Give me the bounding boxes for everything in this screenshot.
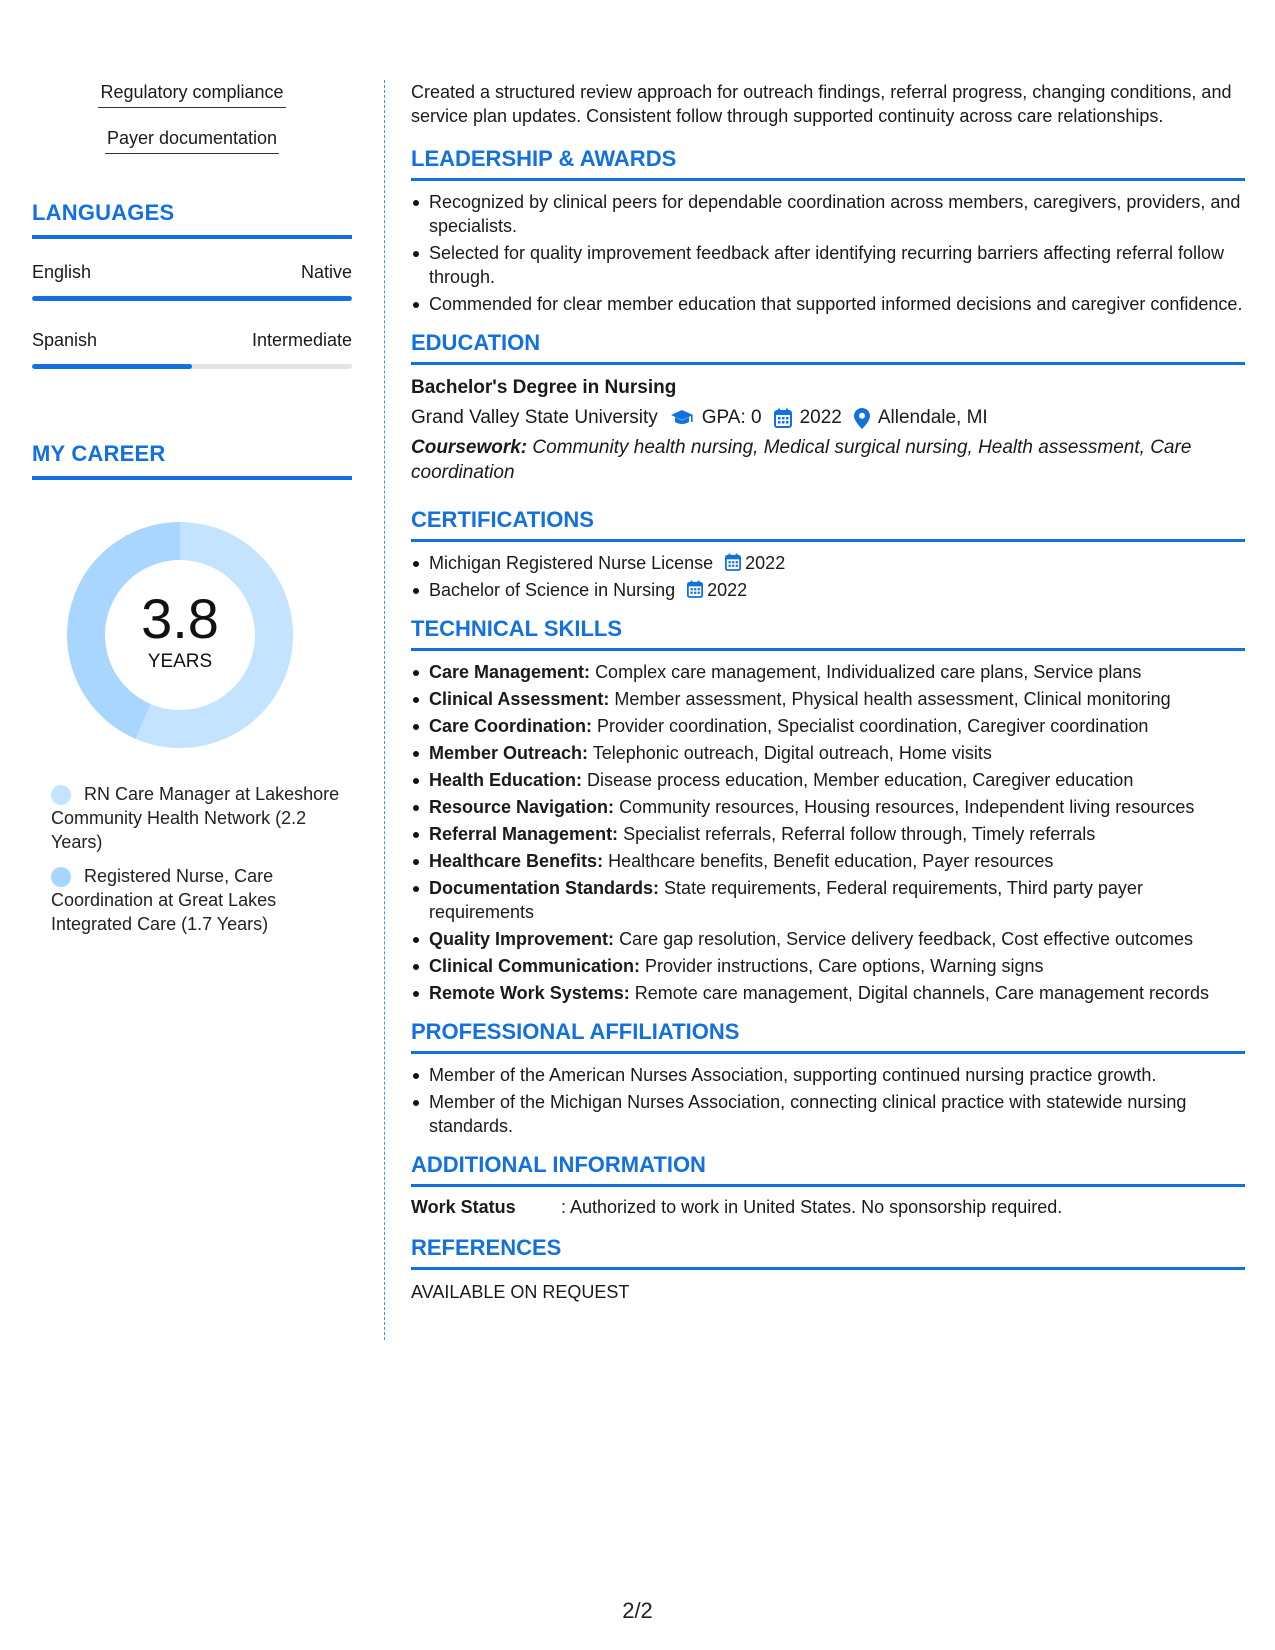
calendar-icon [725,553,741,571]
skill-item: Remote Work Systems: Remote care management, Digital channels, Care management records [411,981,1245,1005]
section-heading: PROFESSIONAL AFFILIATIONS [411,1019,740,1044]
skill-item: Resource Navigation: Community resources, Housing resources, Independent living resources [411,795,1245,819]
references-text: AVAILABLE ON REQUEST [411,1282,630,1302]
career-section [32,441,352,936]
technical-skills-section [411,616,1245,1005]
language-level: Native [300,262,352,282]
right-column [411,80,1245,1304]
references-section [411,1235,1245,1304]
skill-item: Referral Management: Specialist referrals, Referral follow through, Timely referrals [411,822,1245,846]
leadership-section [411,146,1245,316]
gpa: GPA: 0 [701,407,762,428]
heading-rule [411,1184,1245,1187]
language-bar-fill [32,364,192,369]
language-bar-fill [32,296,352,301]
career-item [32,782,352,854]
language-bar [32,364,352,369]
skill-item: Quality Improvement: Care gap resolution, Service delivery feedback, Cost effective outcomes [411,927,1245,951]
heading-rule [411,1051,1245,1054]
skill-item: Clinical Assessment: Member assessment, Physical health assessment, Clinical monitoring [411,687,1245,711]
leadership-list [411,190,1245,316]
career-dot [51,785,71,805]
graduation-cap-icon [670,409,694,427]
column-divider [384,80,385,1340]
career-total: 3.8 [141,587,219,650]
coursework [411,435,1245,485]
certification-year: 2022 [745,553,786,573]
skill-item: Member Outreach: Telephonic outreach, Digital outreach, Home visits [411,741,1245,765]
section-heading: LEADERSHIP & AWARDS [411,146,677,171]
heading-rule [411,648,1245,651]
skill-item: Health Education: Disease process education, Member education, Caregiver education [411,768,1245,792]
info-key: Work Status [411,1197,516,1217]
intro-paragraph: Created a structured review approach for outreach findings, referral progress, changing conditions, and service plan updates. Consistent follow through supported continuity across care relationships. [411,82,1232,126]
career-item [32,864,352,936]
skill-item: Healthcare Benefits: Healthcare benefits, Benefit education, Payer resources [411,849,1245,873]
career-unit: YEARS [147,651,213,672]
languages-heading: LANGUAGES [32,200,175,225]
list-item: Member of the American Nurses Association, supporting continued nursing practice growth. [411,1063,1245,1087]
language-item [32,329,352,369]
heading-rule [411,178,1245,181]
page-number: 2/2 [622,1598,653,1623]
certification-year: 2022 [707,580,748,600]
calendar-icon [774,408,792,428]
certification-list [411,551,1245,602]
school-location: Allendale, MI [877,407,988,428]
section-heading: CERTIFICATIONS [411,507,594,532]
heading-rule [32,235,352,239]
languages-section [32,200,352,369]
heading-rule [411,539,1245,542]
section-heading: TECHNICAL SKILLS [411,616,623,641]
location-pin-icon [854,408,870,429]
language-name: English [32,262,92,282]
career-dot [51,867,71,887]
section-heading: EDUCATION [411,330,541,355]
education-section [411,330,1245,485]
heading-rule [411,1267,1245,1270]
certification-item [411,578,1245,602]
technical-skills-list [411,660,1245,1005]
language-item [32,261,352,301]
skill-item: Care Coordination: Provider coordination, Specialist coordination, Caregiver coordination [411,714,1245,738]
skill-item: Care Management: Complex care management, Individualized care plans, Service plans [411,660,1245,684]
coursework-label: Coursework: [411,437,528,458]
certification-item [411,551,1245,575]
additional-info-section [411,1152,1245,1219]
info-row [411,1195,1245,1219]
left-column [32,80,352,936]
coursework-text: Community health nursing, Medical surgical nursing, Health assessment, Care coordination [411,437,1192,483]
heading-rule [411,362,1245,365]
school-name: Grand Valley State University [411,407,658,428]
skill-item: Clinical Communication: Provider instructions, Care options, Warning signs [411,954,1245,978]
certifications-section [411,507,1245,602]
career-donut [67,522,293,748]
certification-name: Bachelor of Science in Nursing [429,580,676,600]
career-legend [32,782,352,936]
education-meta [411,405,1245,431]
skill-tag: Payer documentation [32,126,352,154]
language-name: Spanish [32,330,98,350]
language-level: Intermediate [251,330,352,350]
affiliations-section [411,1019,1245,1138]
career-item-text: Registered Nurse, Care Coordination at Great Lakes Integrated Care (1.7 Years) [51,866,277,934]
degree-title: Bachelor's Degree in Nursing [411,377,677,398]
career-item-text: RN Care Manager at Lakeshore Community Health Network (2.2 Years) [51,784,340,852]
language-bar [32,296,352,301]
list-item: Commended for clear member education that supported informed decisions and caregiver confidence. [411,292,1245,316]
skill-item: Documentation Standards: State requirements, Federal requirements, Third party payer requirements [411,876,1245,924]
info-value: : Authorized to work in United States. No sponsorship required. [561,1197,1063,1217]
calendar-icon [687,580,703,598]
skill-tag: Regulatory compliance [32,80,352,108]
list-item: Recognized by clinical peers for dependable coordination across members, caregivers, providers, and specialists. [411,190,1245,238]
list-item: Selected for quality improvement feedback after identifying recurring barriers affecting referral follow through. [411,241,1245,289]
certification-name: Michigan Registered Nurse License [429,553,714,573]
section-heading: ADDITIONAL INFORMATION [411,1152,706,1177]
graduation-year: 2022 [799,407,842,428]
career-heading: MY CAREER [32,441,166,466]
section-heading: REFERENCES [411,1235,562,1260]
list-item: Member of the Michigan Nurses Association, connecting clinical practice with statewide nursing standards. [411,1090,1245,1138]
heading-rule [32,476,352,480]
affiliations-list [411,1063,1245,1138]
